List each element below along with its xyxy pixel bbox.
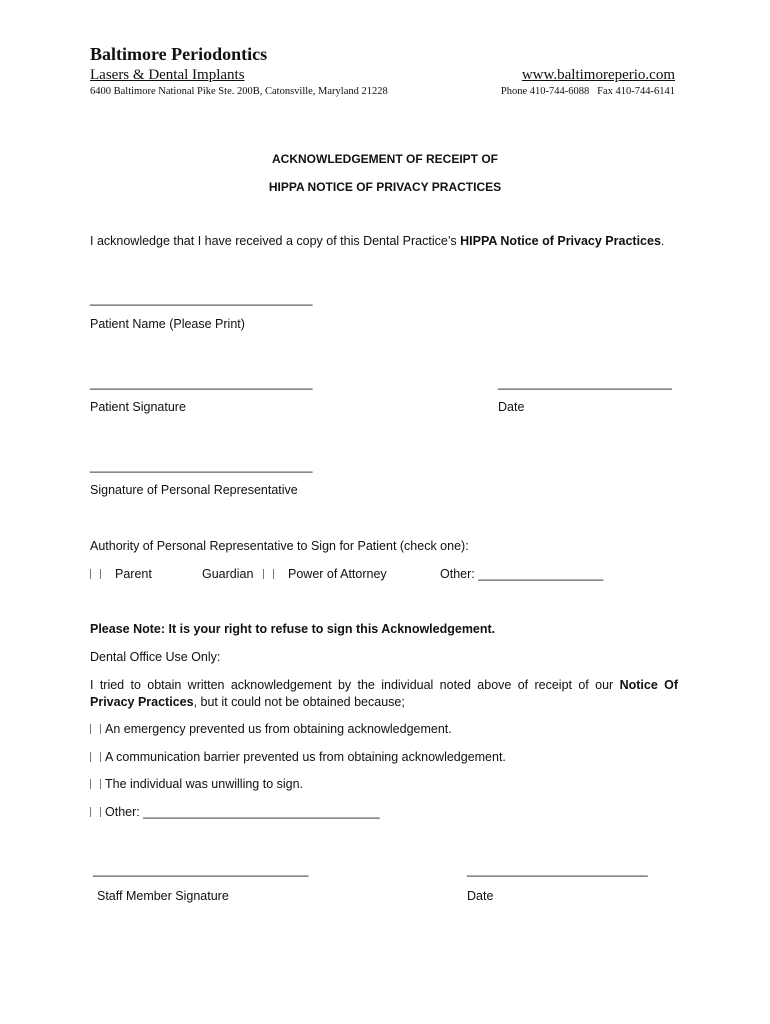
fax-number: Fax 410-744-6141 — [597, 86, 675, 97]
phone-number: Phone 410-744-6088 — [500, 86, 590, 97]
reason-communication-barrier[interactable]: A communication barrier prevented us from obtaining acknowledgement. — [90, 750, 506, 764]
practice-name: Baltimore Periodontics — [90, 44, 268, 64]
checkbox-icon[interactable] — [90, 807, 101, 817]
office-use-paragraph: I tried to obtain written acknowledgement by the individual noted above of receipt of our Notice Of Privacy Practices, but it could not be obtained because; — [90, 678, 678, 709]
acknowledgement-suffix: . — [660, 234, 665, 248]
authority-label: Authority of Personal Representative to Sign for Patient (check one): — [90, 539, 469, 553]
reason-emergency[interactable]: An emergency prevented us from obtaining acknowledgement. — [90, 722, 452, 736]
acknowledgement-bold: HIPPA Notice of Privacy Practices — [460, 234, 661, 248]
checkbox-icon[interactable] — [90, 779, 101, 789]
authority-option-power-of-attorney[interactable]: Power of Attorney — [263, 567, 387, 581]
refuse-note: Please Note: It is your right to refuse to sign this Acknowledgement. — [90, 622, 496, 636]
rep-signature-field[interactable]: ________________________________ — [90, 459, 313, 473]
authority-option-parent[interactable]: Parent — [90, 567, 152, 581]
acknowledgement-text: I acknowledge that I have received a copy of this Dental Practice’s — [90, 234, 461, 248]
staff-date-field[interactable]: __________________________ — [467, 863, 648, 877]
patient-name-label: Patient Name (Please Print) — [90, 317, 245, 331]
form-title-line-1: ACKNOWLEDGEMENT OF RECEIPT OF — [272, 152, 498, 166]
patient-date-label: Date — [498, 400, 525, 414]
acknowledgement-statement — [90, 234, 664, 248]
practice-tagline: Lasers & Dental Implants — [90, 67, 245, 83]
reason-unwilling[interactable]: The individual was unwilling to sign. — [90, 777, 303, 791]
practice-website-link[interactable]: www.baltimoreperio.com — [521, 67, 675, 83]
checkbox-icon[interactable] — [90, 569, 101, 579]
rep-signature-label: Signature of Personal Representative — [90, 483, 298, 497]
patient-signature-label: Patient Signature — [90, 400, 186, 414]
authority-option-other[interactable]: Other: __________________ — [440, 567, 604, 581]
staff-date-label: Date — [467, 889, 494, 903]
patient-name-field[interactable]: ________________________________ — [90, 292, 313, 306]
staff-signature-label: Staff Member Signature — [97, 889, 229, 903]
checkbox-icon[interactable] — [90, 724, 101, 734]
authority-option-guardian[interactable]: Guardian — [202, 567, 254, 581]
patient-date-field[interactable]: _________________________ — [498, 376, 672, 390]
office-use-heading: Dental Office Use Only: — [90, 650, 221, 664]
checkbox-icon[interactable] — [263, 569, 274, 579]
reason-other-field[interactable]: __________________________________ — [143, 805, 380, 819]
patient-signature-field[interactable]: ________________________________ — [90, 376, 313, 390]
phone-fax — [501, 86, 675, 97]
reason-other[interactable]: Other: __________________________________ — [90, 805, 380, 819]
authority-other-field[interactable]: __________________ — [478, 567, 604, 581]
form-title-line-2: HIPPA NOTICE OF PRIVACY PRACTICES — [268, 180, 502, 194]
practice-address: 6400 Baltimore National Pike Ste. 200B, Catonsville, Maryland 21228 — [90, 86, 388, 97]
notice-bold: Notice Of Privacy Practices — [90, 678, 678, 709]
staff-signature-field[interactable]: _______________________________ — [93, 863, 309, 877]
checkbox-icon[interactable] — [90, 752, 101, 762]
